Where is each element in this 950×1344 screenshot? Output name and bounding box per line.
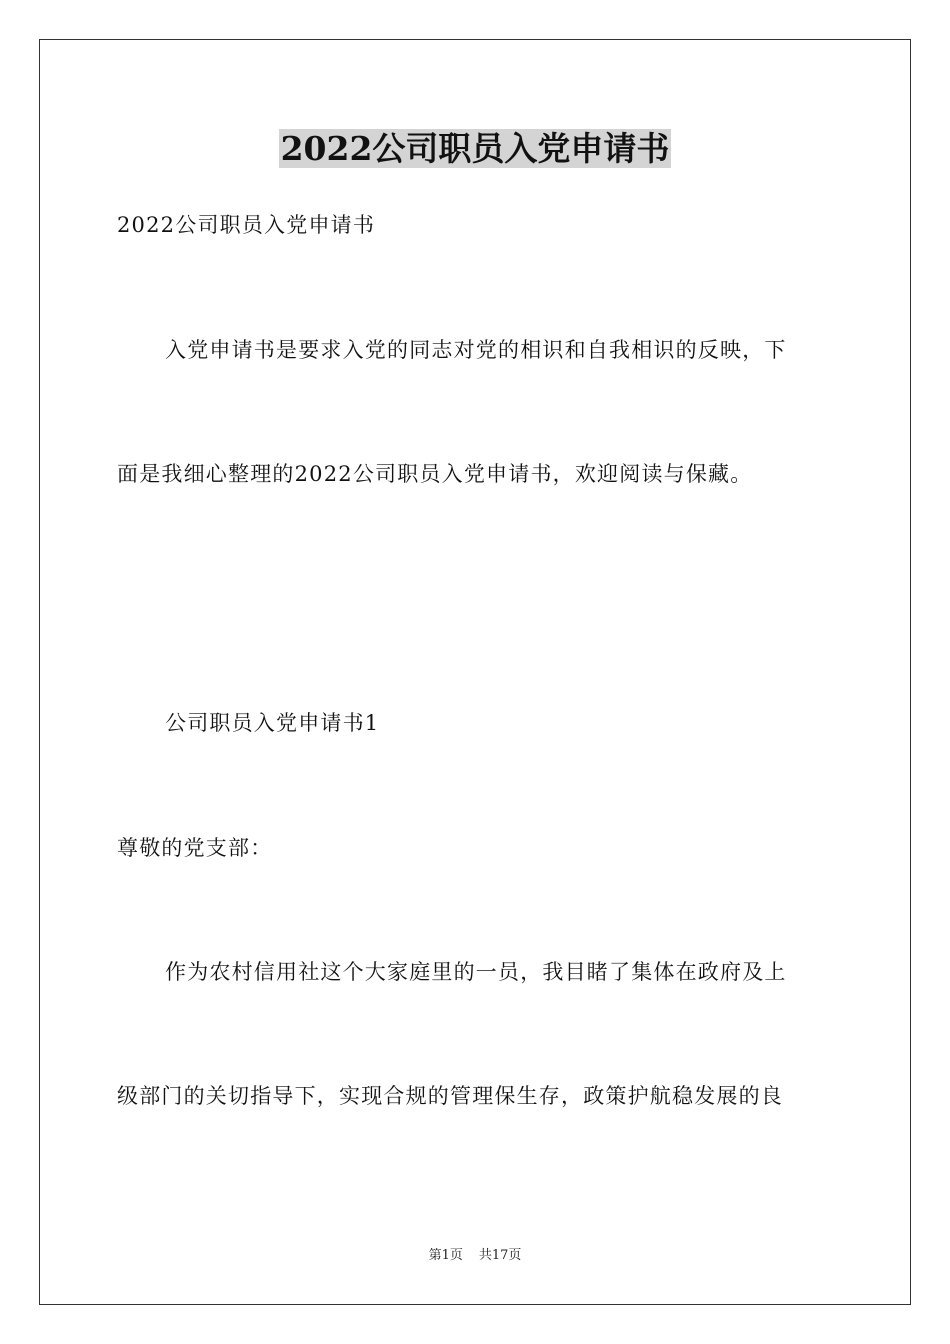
section-heading: 公司职员入党申请书1 (165, 711, 380, 735)
page-number: 第1页 (428, 1248, 463, 1263)
document-title-text: 2022公司职员入党申请书 (280, 129, 670, 168)
intro-paragraph-line-1: 入党申请书是要求入党的同志对党的相识和自我相识的反映，下 (165, 338, 787, 362)
intro-paragraph-line-2: 面是我细心整理的2022公司职员入党申请书，欢迎阅读与保藏。 (117, 462, 753, 486)
body-paragraph-line-1: 作为农村信用社这个大家庭里的一员，我目睹了集体在政府及上 (165, 960, 787, 984)
salutation: 尊敬的党支部： (117, 836, 273, 860)
document-title (0, 125, 950, 173)
page-footer (0, 1247, 950, 1265)
body-paragraph-line-2: 级部门的关切指导下，实现合规的管理保生存，政策护航稳发展的良 (117, 1084, 783, 1108)
page-total: 共17页 (478, 1248, 522, 1263)
document-subtitle: 2022公司职员入党申请书 (117, 213, 376, 237)
